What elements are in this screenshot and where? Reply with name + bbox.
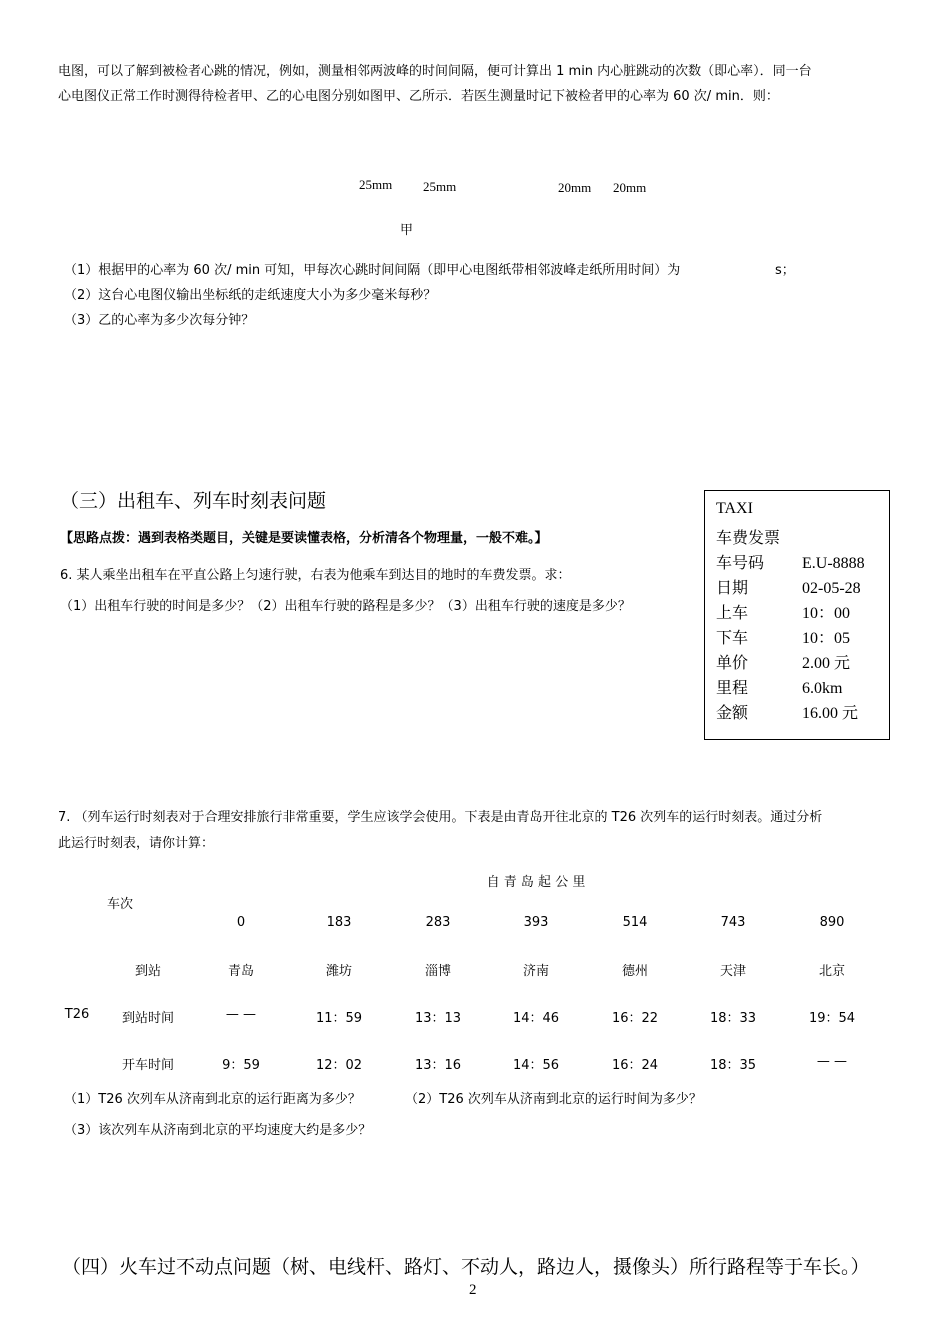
taxi-row-label: 单价 [716, 655, 749, 672]
timetable-station: 天津 [719, 964, 747, 979]
figure-yi-interval-2: 20mm [613, 180, 647, 195]
timetable-train-col: 车次 [106, 897, 134, 912]
q7-sub-2: （2）T26 次列车从济南到北京的运行时间为多少？ [405, 1092, 702, 1107]
taxi-row-label: 日期 [716, 580, 749, 597]
taxi-row [716, 575, 861, 598]
section-3-title: （三）出租车、列车时刻表问题 [60, 490, 327, 512]
timetable-station: 淄博 [424, 964, 452, 979]
q7-sub-1: （1）T26 次列车从济南到北京的运行距离为多少？ [64, 1092, 361, 1107]
q7-line-2: 此运行时刻表，请你计算： [58, 836, 215, 851]
taxi-receipt [704, 490, 890, 740]
timetable-station: 潍坊 [325, 964, 353, 979]
taxi-row [716, 600, 850, 623]
taxi-row [716, 675, 842, 698]
timetable-depart: 13：16 [414, 1058, 462, 1073]
q7-line-1: 7. （列车运行时刻表对于合理安排旅行非常重要，学生应该学会使用。下表是由青岛开往北京的 T26 次列车的运行时刻表。通过分析 [58, 810, 823, 825]
timetable-arrive: 11：59 [315, 1011, 363, 1026]
timetable-station: 青岛 [227, 964, 255, 979]
taxi-row-label: 车号码 [716, 555, 765, 572]
timetable-depart: 12：02 [315, 1058, 363, 1073]
taxi-row-value: E.U-8888 [802, 555, 865, 572]
timetable-station: 德州 [621, 964, 649, 979]
timetable-arrive: 13：13 [414, 1011, 462, 1026]
timetable-row-station-label: 到站 [134, 964, 162, 979]
taxi-row [716, 650, 850, 673]
timetable-depart: — — [816, 1054, 848, 1069]
timetable-km: 743 [720, 915, 746, 930]
timetable-arrive: — — [225, 1007, 257, 1022]
timetable-depart: 16：24 [611, 1058, 659, 1073]
timetable-km: 283 [425, 915, 451, 930]
intro-line-1: 电图，可以了解到被检者心跳的情况，例如，测量相邻两波峰的时间间隔，便可计算出 1 min 内心脏跳动的次数（即心率）．同一台 [58, 64, 812, 79]
timetable-km: 183 [326, 915, 352, 930]
q5-sub-1-unit: s； [775, 263, 795, 278]
timetable-row-depart-label: 开车时间 [121, 1058, 175, 1073]
timetable-station: 北京 [818, 964, 846, 979]
taxi-row [716, 700, 858, 723]
q7-sub-3: （3）该次列车从济南到北京的平均速度大约是多少？ [64, 1123, 372, 1138]
taxi-row [716, 625, 850, 648]
timetable-header: 自 青 岛 起 公 里 [486, 875, 586, 890]
taxi-row-value: 6.0km [802, 680, 843, 697]
taxi-row-label: 金额 [716, 705, 749, 722]
section-4-title: （四）火车过不动点问题（树、电线杆、路灯、不动人，路边人，摄像头）所行路程等于车长。） [62, 1256, 870, 1278]
taxi-row [716, 550, 865, 573]
taxi-row-value: 16.00 元 [802, 705, 859, 722]
taxi-subtitle: 车费发票 [716, 530, 781, 547]
figure-yi-interval-1: 20mm [558, 180, 592, 195]
q6-subquestions: （1）出租车行驶的时间是多少？（2）出租车行驶的路程是多少？（3）出租车行驶的速度是多少？ [60, 599, 631, 614]
timetable-depart: 14：56 [512, 1058, 560, 1073]
q5-sub-2: （2）这台心电图仪输出坐标纸的走纸速度大小为多少毫米每秒？ [64, 288, 437, 303]
section-3-tip: 【思路点拨：遇到表格类题目，关键是要读懂表格，分析清各个物理量，一般不难。】 [60, 531, 548, 546]
intro-line-2: 心电图仪正常工作时测得待检者甲、乙的心电图分别如图甲、乙所示．若医生测量时记下被检者甲的心率为 60 次/ min．则： [58, 89, 779, 104]
taxi-row-value: 10：05 [802, 630, 851, 647]
timetable-km: 393 [523, 915, 549, 930]
taxi-row-value: 10：00 [802, 605, 851, 622]
figure-jia-label: 甲 [400, 222, 414, 237]
q6-text: 6. 某人乘坐出租车在平直公路上匀速行驶，右表为他乘车到达目的地时的车费发票。求： [60, 568, 571, 583]
timetable-arrive: 19：54 [808, 1011, 856, 1026]
page-number: 2 [469, 1282, 477, 1298]
q5-sub-3: （3）乙的心率为多少次每分钟？ [64, 313, 255, 328]
taxi-row-label: 里程 [716, 680, 749, 697]
timetable-arrive: 18：33 [709, 1011, 757, 1026]
timetable-train-number: T26 [64, 1007, 90, 1022]
taxi-row-label: 上车 [716, 605, 749, 622]
timetable-depart: 18：35 [709, 1058, 757, 1073]
timetable-depart: 9：59 [222, 1058, 260, 1073]
timetable-arrive: 16：22 [611, 1011, 659, 1026]
taxi-row-value: 2.00 元 [802, 655, 851, 672]
timetable-km: 890 [819, 915, 845, 930]
figure-jia-interval-1: 25mm [359, 177, 393, 192]
figure-jia-interval-2: 25mm [423, 179, 457, 194]
timetable-km: 514 [622, 915, 648, 930]
taxi-row-value: 02-05-28 [802, 580, 861, 597]
taxi-row-label: 下车 [716, 630, 749, 647]
q5-sub-1: （1）根据甲的心率为 60 次/ min 可知，甲每次心跳时间间隔（即甲心电图纸带相邻波峰走纸所用时间）为 [64, 263, 681, 278]
timetable-km: 0 [236, 915, 246, 930]
taxi-title: TAXI [716, 500, 753, 517]
timetable-arrive: 14：46 [512, 1011, 560, 1026]
timetable-row-arrive-label: 到站时间 [121, 1011, 175, 1026]
timetable-station: 济南 [522, 964, 550, 979]
